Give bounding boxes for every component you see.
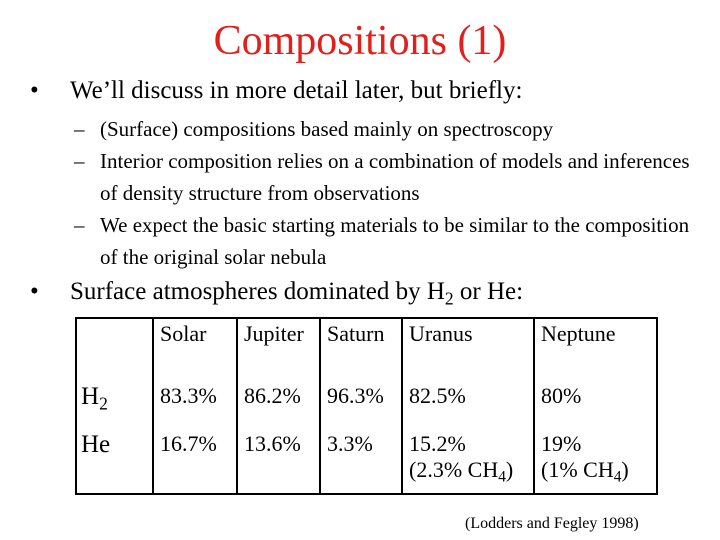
column-header: Solar — [153, 318, 237, 377]
table-cell: 82.5% — [402, 377, 534, 429]
dash-icon: – — [74, 149, 85, 173]
dash-icon: – — [74, 213, 85, 237]
sub-item — [74, 145, 700, 209]
cell-note: (2.3% $CH_4$) — [409, 457, 514, 486]
column-header: Jupiter — [237, 318, 320, 377]
column-header: Neptune — [534, 318, 657, 377]
slide-title: Compositions (1) — [213, 18, 507, 64]
table-header-row — [76, 318, 657, 377]
bullet-dot-icon: • — [30, 77, 39, 104]
dash-icon: – — [74, 117, 85, 141]
table-cell — [534, 429, 657, 494]
row-label: $H_2$ — [76, 377, 153, 429]
table-cell: 3.3% — [320, 429, 402, 494]
column-header: Uranus — [402, 318, 534, 377]
bullet-1-text: We’ll discuss in more detail later, but briefly: — [70, 77, 523, 104]
table-cell: 80% — [534, 377, 657, 429]
table-row — [76, 377, 657, 429]
cell-value: 19% — [541, 431, 582, 456]
sub-item — [74, 209, 700, 273]
bullet-dot-icon: • — [30, 278, 39, 305]
cell-note: (1% $CH_4$) — [541, 457, 629, 486]
bullet-2-sub: 2 — [444, 288, 454, 309]
bullet-1 — [30, 76, 522, 106]
column-header: Saturn — [320, 318, 402, 377]
bullet-2-suffix: or He: — [453, 278, 524, 305]
table-cell — [402, 429, 534, 494]
sub-item-text: We expect the basic starting materials to be similar to the composition of the original solar nebula — [100, 213, 690, 269]
sub-item — [74, 113, 700, 145]
sub-item-text: Interior composition relies on a combination of models and inferences of density structure from observations — [100, 149, 690, 205]
row-label: He — [76, 429, 153, 494]
table-cell: 86.2% — [237, 377, 320, 429]
reference-citation: (Lodders and Fegley 1998) — [465, 515, 639, 532]
cell-value: 15.2% — [409, 431, 466, 456]
bullet-2 — [30, 277, 523, 307]
table-cell: 16.7% — [153, 429, 237, 494]
composition-table — [75, 317, 658, 495]
table-corner-cell — [76, 318, 153, 377]
table-cell: 96.3% — [320, 377, 402, 429]
table-row — [76, 429, 657, 494]
sub-item-text: (Surface) compositions based mainly on spectroscopy — [100, 117, 554, 141]
table-cell: 13.6% — [237, 429, 320, 494]
sub-list — [74, 113, 700, 273]
bullet-2-prefix: Surface atmospheres dominated by H — [70, 278, 445, 305]
table-cell: 83.3% — [153, 377, 237, 429]
